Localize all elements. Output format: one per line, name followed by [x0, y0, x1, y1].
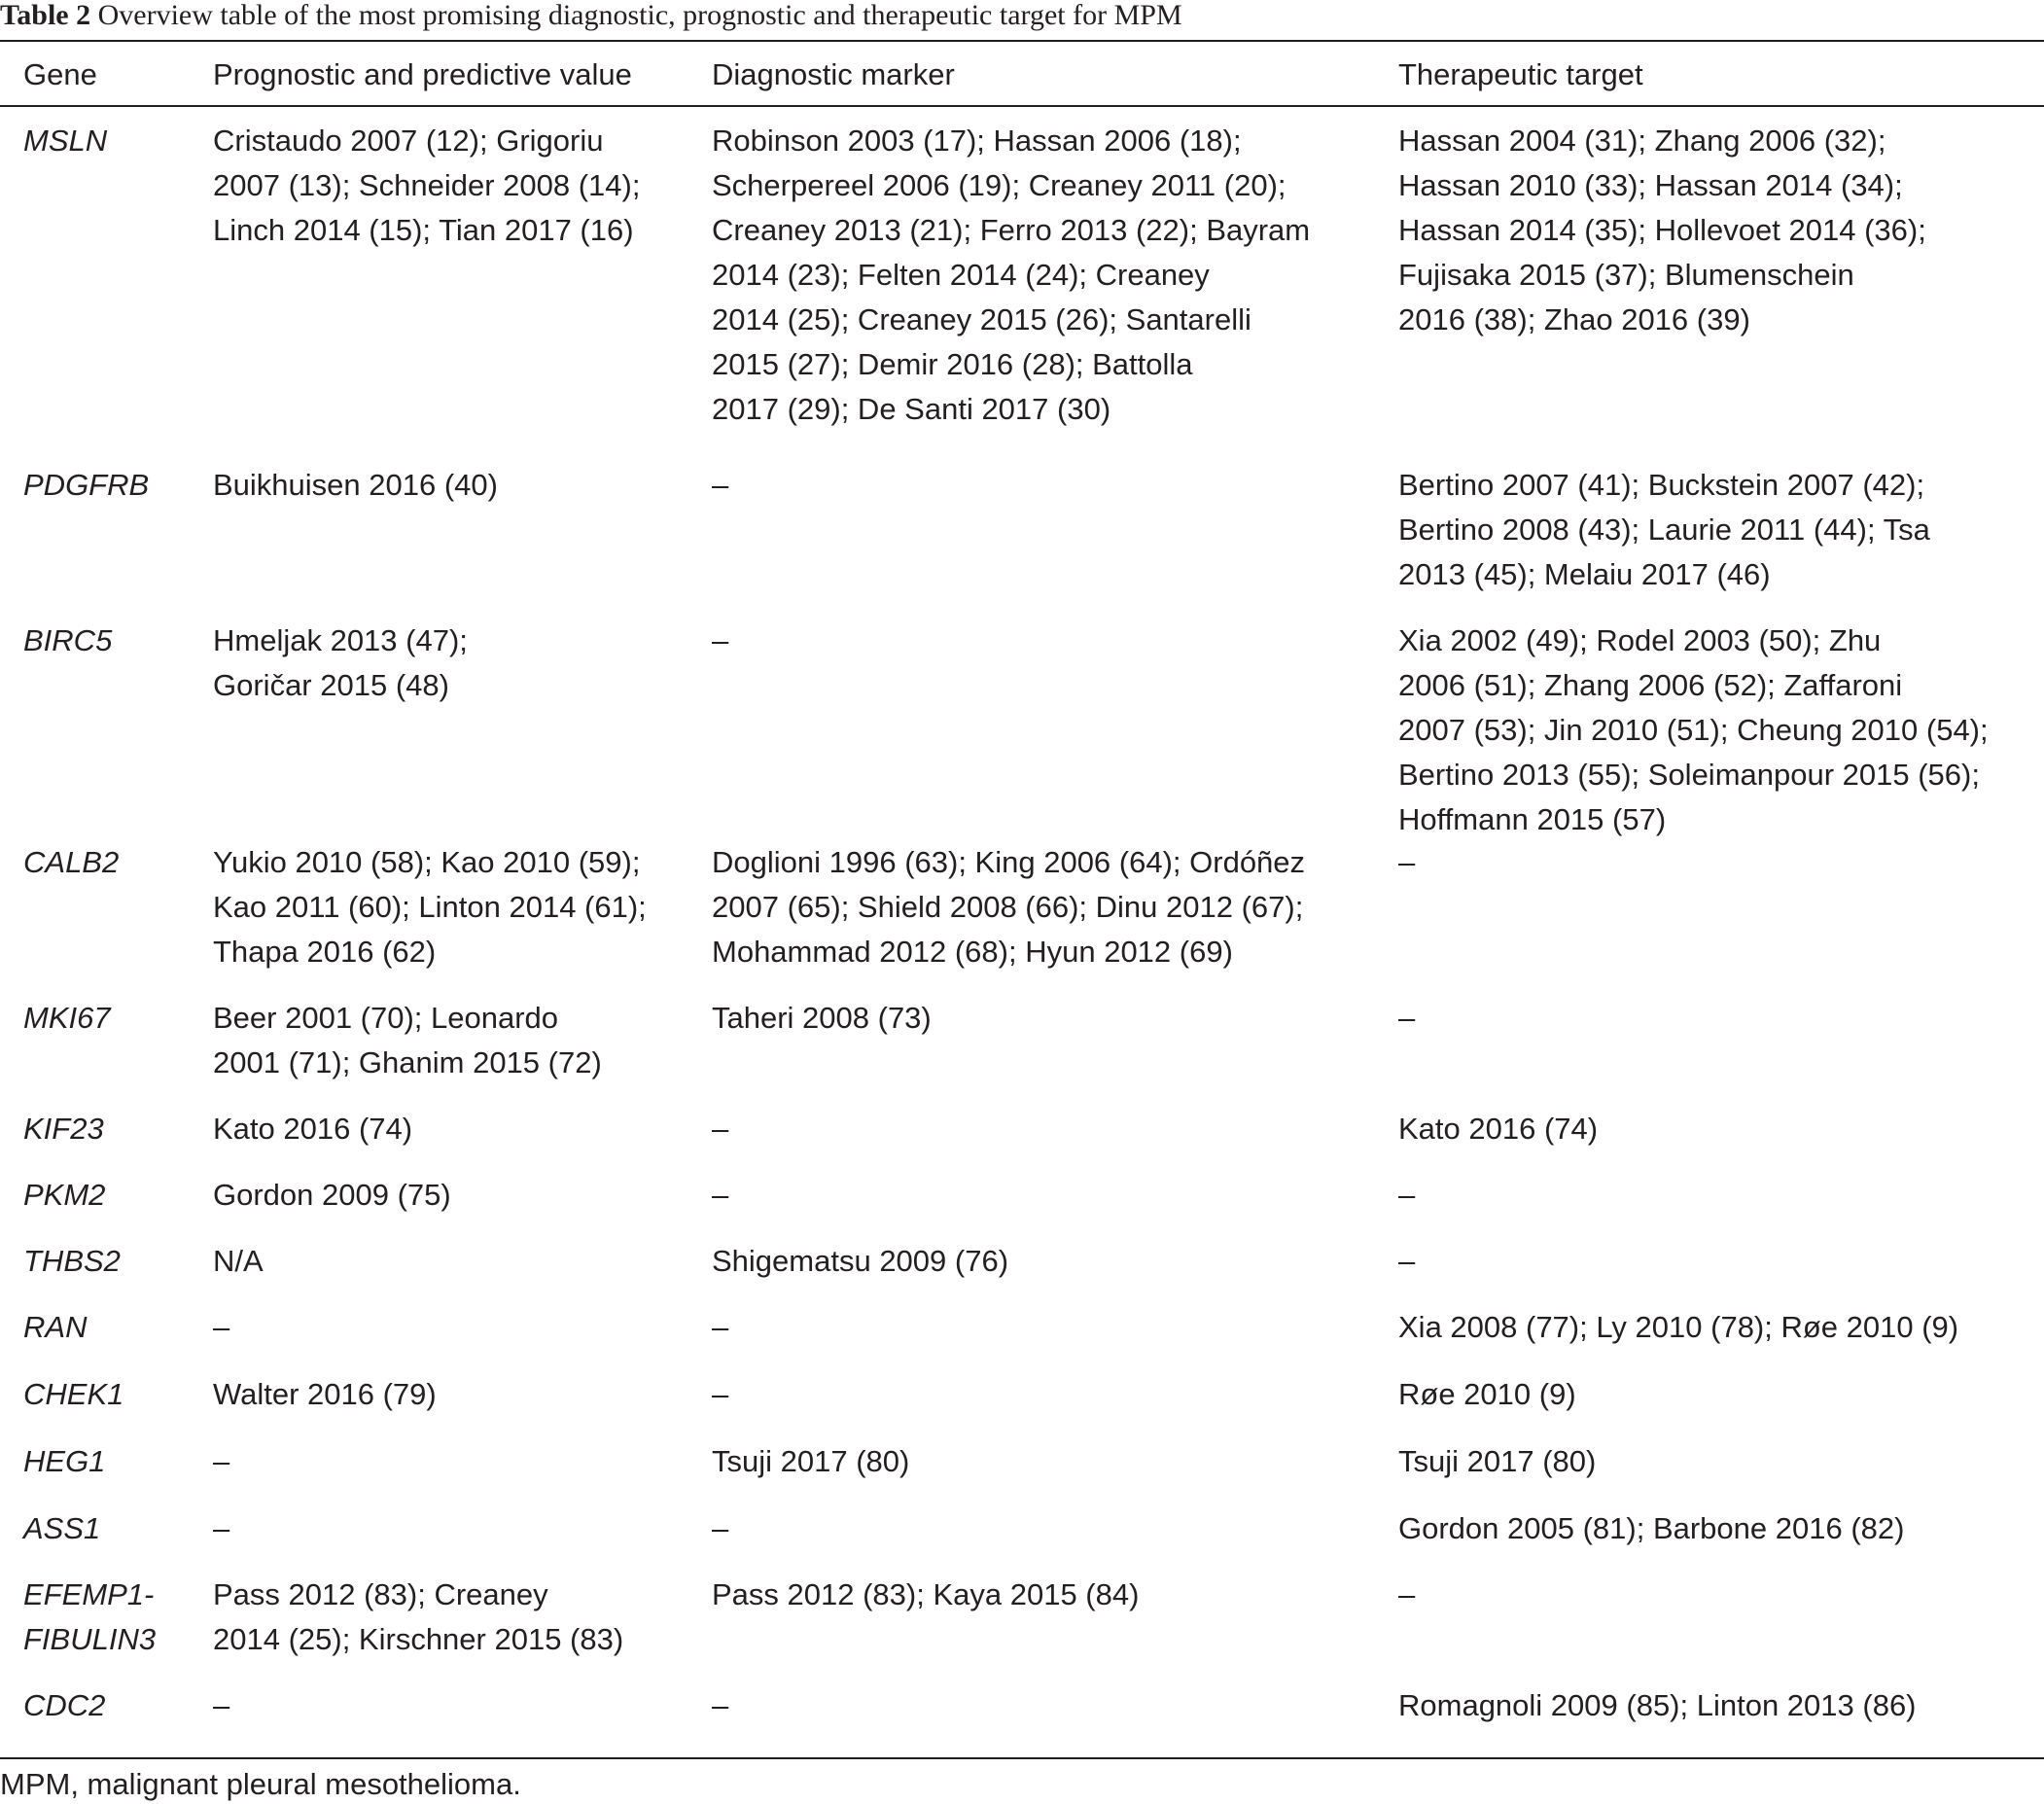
- cell-line: Bertino 2013 (55); Soleimanpour 2015 (56);: [1398, 758, 1980, 792]
- cell-gene: [23, 1683, 105, 1728]
- cell-line: Tsuji 2017 (80): [712, 1444, 910, 1478]
- cell-prognostic: [213, 1683, 229, 1728]
- cell-gene: [23, 1239, 121, 1284]
- cell-line: 2014 (23); Felten 2014 (24); Creaney: [712, 258, 1210, 292]
- cell-line: BIRC5: [23, 623, 113, 657]
- cell-prognostic: [213, 996, 602, 1085]
- cell-line: KIF23: [23, 1112, 104, 1146]
- cell-line: Hmeljak 2013 (47);: [213, 623, 468, 657]
- cell-line: Walter 2016 (79): [213, 1377, 437, 1411]
- cell-diagnostic: [712, 840, 1305, 974]
- cell-therapeutic: [1398, 119, 1926, 342]
- cell-line: CDC2: [23, 1688, 106, 1722]
- cell-prognostic: [213, 840, 647, 974]
- cell-line: HEG1: [23, 1444, 106, 1478]
- cell-prognostic: [213, 1439, 229, 1484]
- cell-line: –: [712, 1178, 729, 1212]
- cell-therapeutic: [1398, 1239, 1415, 1284]
- cell-diagnostic: [712, 1173, 728, 1218]
- cell-line: FIBULIN3: [23, 1622, 157, 1656]
- cell-line: PDGFRB: [23, 468, 150, 502]
- cell-line: Beer 2001 (70); Leonardo: [213, 1001, 559, 1035]
- cell-line: –: [1398, 1001, 1416, 1035]
- cell-line: –: [712, 1688, 729, 1722]
- table-caption-text: Overview table of the most promising diagnostic, prognostic and therapeutic target for MPM: [90, 0, 1182, 31]
- cell-gene: [23, 1305, 87, 1350]
- column-header-gene: Gene: [23, 57, 97, 91]
- cell-line: Kato 2016 (74): [1398, 1112, 1599, 1146]
- cell-gene: [23, 1439, 105, 1484]
- cell-line: Hassan 2004 (31); Zhang 2006 (32);: [1398, 124, 1886, 158]
- cell-prognostic: [213, 1372, 437, 1417]
- cell-line: –: [1398, 845, 1416, 879]
- cell-line: PKM2: [23, 1178, 106, 1212]
- cell-therapeutic: [1398, 1173, 1415, 1218]
- cell-gene: [23, 840, 119, 885]
- cell-line: 2014 (25); Kirschner 2015 (83): [213, 1622, 624, 1656]
- cell-line: Bertino 2007 (41); Buckstein 2007 (42);: [1398, 468, 1925, 502]
- table-footnote: MPM, malignant pleural mesothelioma.: [0, 1767, 521, 1801]
- cell-line: Buikhuisen 2016 (40): [213, 468, 498, 502]
- cell-line: 2015 (27); Demir 2016 (28); Battolla: [712, 347, 1193, 381]
- cell-line: Linch 2014 (15); Tian 2017 (16): [213, 213, 634, 247]
- cell-line: Kao 2011 (60); Linton 2014 (61);: [213, 890, 647, 924]
- cell-therapeutic: [1398, 996, 1415, 1041]
- cell-line: 2014 (25); Creaney 2015 (26); Santarelli: [712, 302, 1251, 336]
- cell-diagnostic: [712, 1107, 728, 1151]
- cell-prognostic: [213, 463, 498, 508]
- table-caption-label: Table 2: [0, 0, 91, 31]
- cell-line: Xia 2002 (49); Rodel 2003 (50); Zhu: [1398, 623, 1882, 657]
- cell-line: –: [712, 623, 729, 657]
- cell-line: Shigematsu 2009 (76): [712, 1244, 1009, 1278]
- cell-prognostic: [213, 1239, 264, 1284]
- cell-line: Pass 2012 (83); Kaya 2015 (84): [712, 1577, 1140, 1611]
- cell-line: Taheri 2008 (73): [712, 1001, 932, 1035]
- cell-therapeutic: [1398, 1305, 1958, 1350]
- cell-line: 2007 (53); Jin 2010 (51); Cheung 2010 (54);: [1398, 713, 1989, 747]
- cell-line: Romagnoli 2009 (85); Linton 2013 (86): [1398, 1688, 1917, 1722]
- cell-line: –: [1398, 1178, 1416, 1212]
- cell-line: –: [712, 1511, 729, 1545]
- cell-line: 2006 (51); Zhang 2006 (52); Zaffaroni: [1398, 668, 1903, 702]
- cell-gene: [23, 1173, 105, 1218]
- cell-line: Thapa 2016 (62): [213, 935, 437, 969]
- cell-therapeutic: [1398, 1573, 1415, 1617]
- cell-diagnostic: [712, 1439, 909, 1484]
- cell-line: Mohammad 2012 (68); Hyun 2012 (69): [712, 935, 1233, 969]
- cell-prognostic: [213, 1173, 451, 1218]
- cell-therapeutic: [1398, 1683, 1917, 1728]
- cell-line: CALB2: [23, 845, 120, 879]
- cell-line: –: [712, 1377, 729, 1411]
- cell-gene: [23, 996, 111, 1041]
- cell-prognostic: [213, 119, 640, 253]
- cell-line: Gordon 2005 (81); Barbone 2016 (82): [1398, 1511, 1905, 1545]
- column-header-therapeutic: Therapeutic target: [1398, 57, 1643, 91]
- cell-line: –: [213, 1444, 230, 1478]
- cell-line: MKI67: [23, 1001, 111, 1035]
- cell-line: Goričar 2015 (48): [213, 668, 449, 702]
- cell-line: –: [712, 1112, 729, 1146]
- cell-prognostic: [213, 1506, 229, 1551]
- cell-line: EFEMP1-: [23, 1577, 155, 1611]
- cell-line: Robinson 2003 (17); Hassan 2006 (18);: [712, 124, 1242, 158]
- cell-line: 2007 (65); Shield 2008 (66); Dinu 2012 (67);: [712, 890, 1304, 924]
- cell-line: CHEK1: [23, 1377, 124, 1411]
- cell-line: Røe 2010 (9): [1398, 1377, 1576, 1411]
- cell-line: –: [1398, 1577, 1416, 1611]
- cell-line: –: [712, 1310, 729, 1344]
- cell-line: Fujisaka 2015 (37); Blumenschein: [1398, 258, 1854, 292]
- cell-line: ASS1: [23, 1511, 101, 1545]
- cell-line: 2013 (45); Melaiu 2017 (46): [1398, 557, 1771, 591]
- cell-line: 2017 (29); De Santi 2017 (30): [712, 392, 1111, 426]
- cell-prognostic: [213, 619, 468, 708]
- cell-line: –: [213, 1511, 230, 1545]
- cell-line: Cristaudo 2007 (12); Grigoriu: [213, 124, 604, 158]
- cell-line: 2016 (38); Zhao 2016 (39): [1398, 302, 1750, 336]
- cell-line: Bertino 2008 (43); Laurie 2011 (44); Tsa: [1398, 513, 1930, 547]
- cell-line: Scherpereel 2006 (19); Creaney 2011 (20);: [712, 168, 1286, 202]
- bottom-rule: [0, 1757, 2044, 1759]
- cell-therapeutic: [1398, 619, 1989, 842]
- cell-line: Yukio 2010 (58); Kao 2010 (59);: [213, 845, 641, 879]
- cell-therapeutic: [1398, 1439, 1596, 1484]
- cell-line: Doglioni 1996 (63); King 2006 (64); Ordóñez: [712, 845, 1306, 879]
- cell-gene: [23, 619, 112, 663]
- cell-diagnostic: [712, 1239, 1008, 1284]
- cell-diagnostic: [712, 1372, 728, 1417]
- cell-line: 2001 (71); Ghanim 2015 (72): [213, 1045, 602, 1079]
- column-header-prognostic: Prognostic and predictive value: [213, 57, 632, 91]
- cell-line: –: [213, 1688, 230, 1722]
- cell-diagnostic: [712, 463, 728, 508]
- cell-line: Gordon 2009 (75): [213, 1178, 451, 1212]
- cell-therapeutic: [1398, 1107, 1598, 1151]
- cell-line: RAN: [23, 1310, 88, 1344]
- cell-therapeutic: [1398, 840, 1415, 885]
- cell-prognostic: [213, 1107, 412, 1151]
- cell-gene: [23, 1107, 104, 1151]
- cell-therapeutic: [1398, 463, 1930, 597]
- cell-line: –: [1398, 1244, 1416, 1278]
- cell-diagnostic: [712, 119, 1310, 432]
- cell-line: Kato 2016 (74): [213, 1112, 413, 1146]
- cell-line: –: [712, 468, 729, 502]
- cell-diagnostic: [712, 1683, 728, 1728]
- cell-therapeutic: [1398, 1506, 1904, 1551]
- cell-line: Hassan 2010 (33); Hassan 2014 (34);: [1398, 168, 1903, 202]
- cell-line: Creaney 2013 (21); Ferro 2013 (22); Bayram: [712, 213, 1311, 247]
- cell-diagnostic: [712, 1573, 1139, 1617]
- cell-line: Pass 2012 (83); Creaney: [213, 1577, 548, 1611]
- cell-line: THBS2: [23, 1244, 121, 1278]
- cell-gene: [23, 119, 107, 163]
- cell-line: N/A: [213, 1244, 264, 1278]
- cell-therapeutic: [1398, 1372, 1576, 1417]
- cell-line: –: [213, 1310, 230, 1344]
- cell-line: Hoffmann 2015 (57): [1398, 802, 1667, 836]
- cell-gene: [23, 1573, 156, 1662]
- cell-prognostic: [213, 1305, 229, 1350]
- cell-line: MSLN: [23, 124, 108, 158]
- cell-prognostic: [213, 1573, 623, 1662]
- column-header-diagnostic: Diagnostic marker: [712, 57, 955, 91]
- cell-diagnostic: [712, 619, 728, 663]
- cell-diagnostic: [712, 1305, 728, 1350]
- cell-gene: [23, 463, 149, 508]
- cell-line: 2007 (13); Schneider 2008 (14);: [213, 168, 641, 202]
- cell-gene: [23, 1372, 123, 1417]
- cell-diagnostic: [712, 996, 932, 1041]
- cell-diagnostic: [712, 1506, 728, 1551]
- cell-gene: [23, 1506, 100, 1551]
- cell-line: Xia 2008 (77); Ly 2010 (78); Røe 2010 (9): [1398, 1310, 1959, 1344]
- cell-line: Tsuji 2017 (80): [1398, 1444, 1597, 1478]
- cell-line: Hassan 2014 (35); Hollevoet 2014 (36);: [1398, 213, 1926, 247]
